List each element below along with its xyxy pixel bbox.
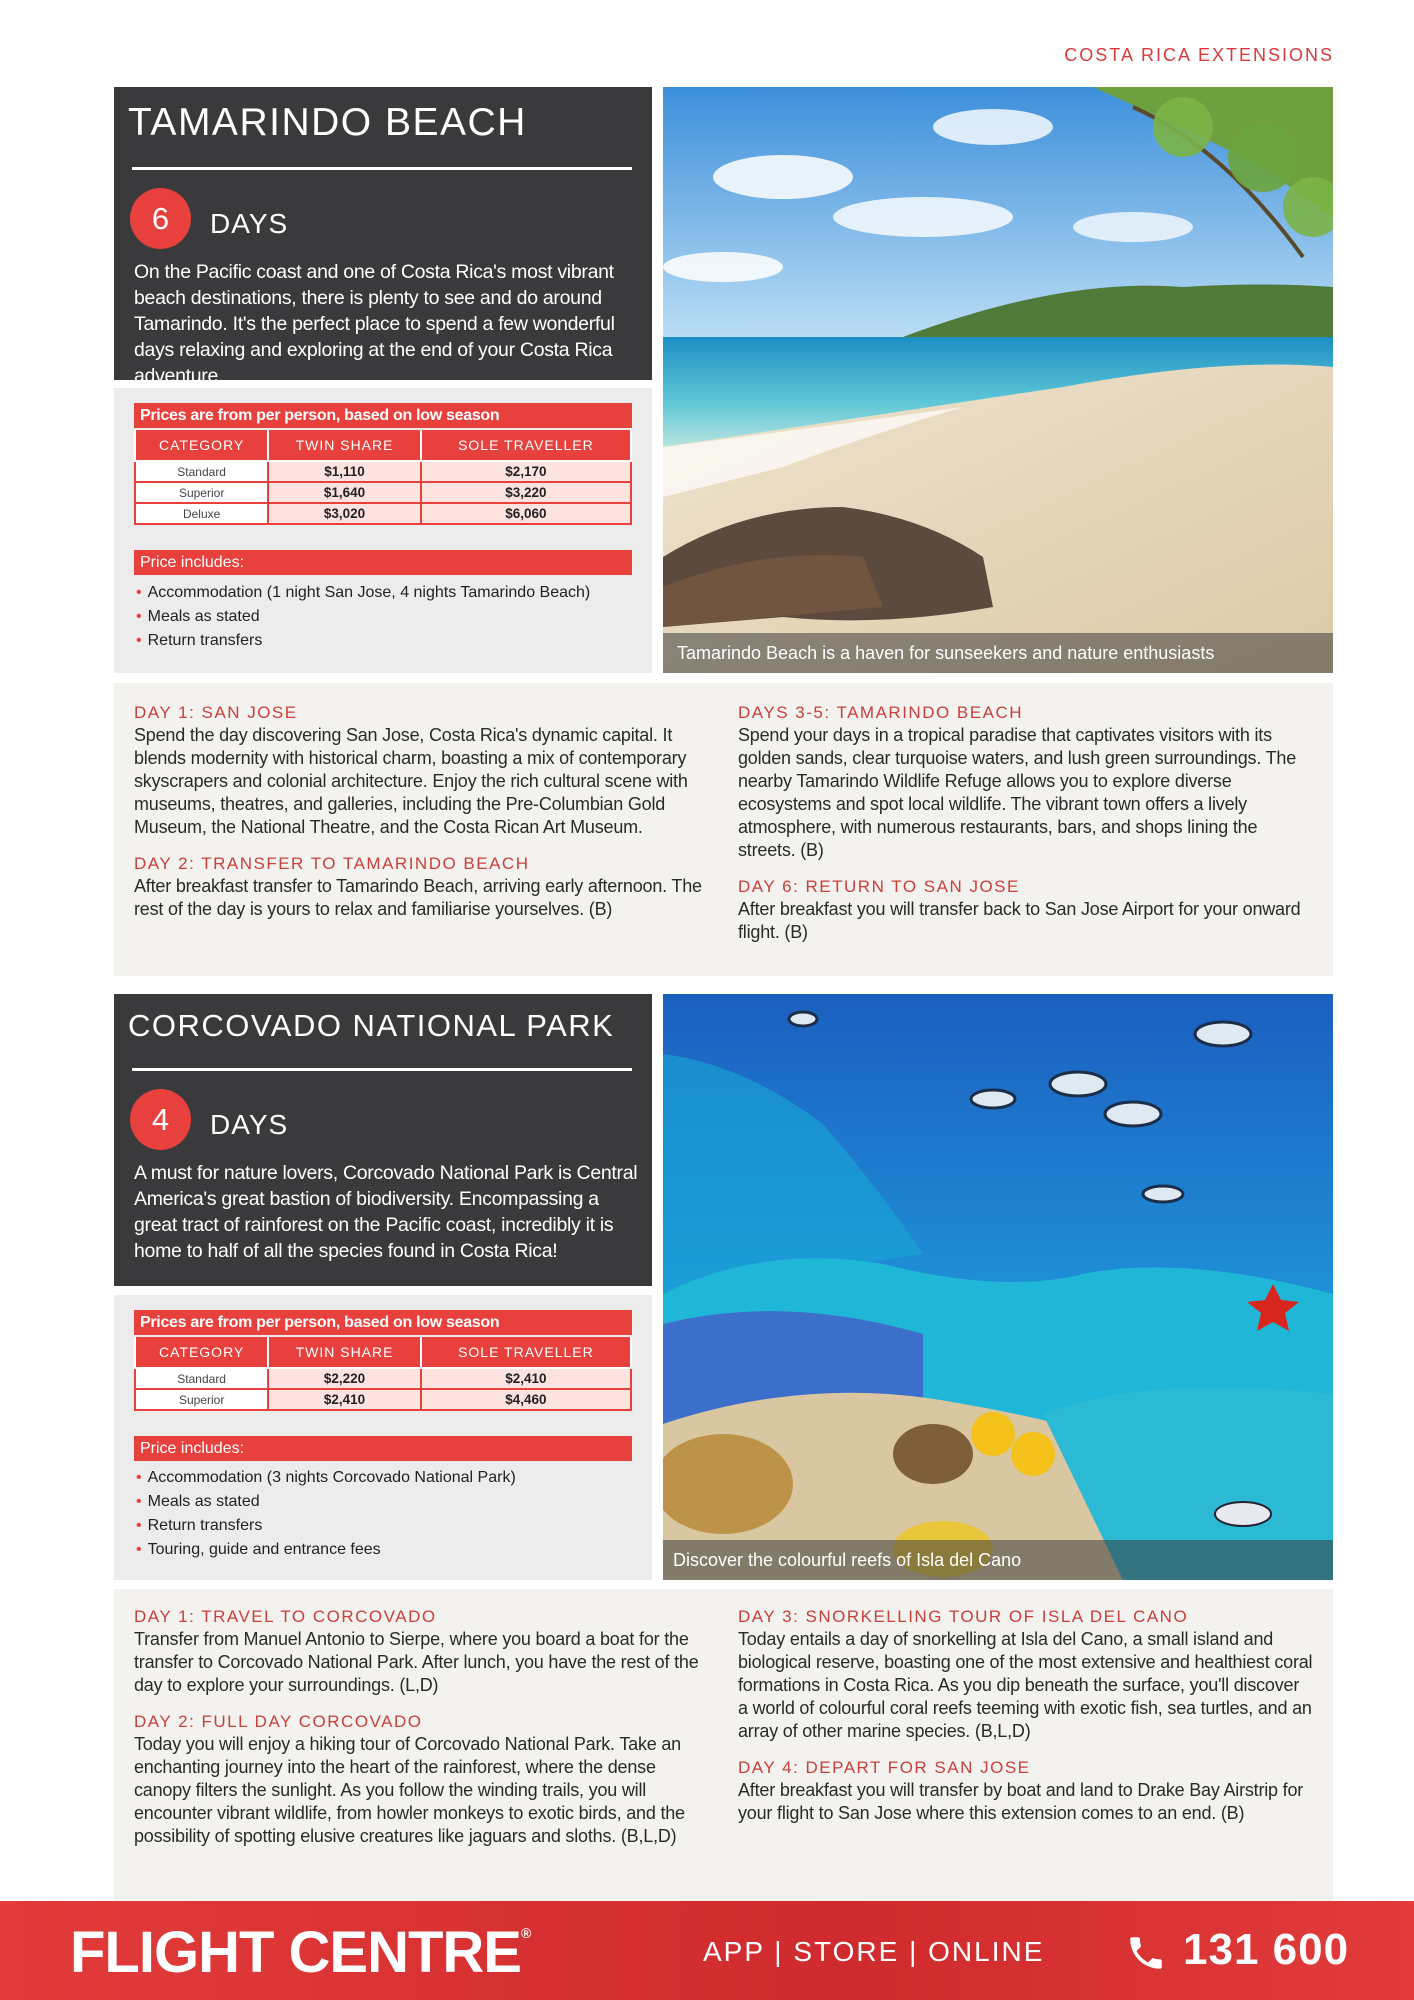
intro-text: On the Pacific coast and one of Costa Rica's most vibrant beach destinations, there is plenty to see and do around Tamarindo. It's the perfect place to spend a few wonderful days relaxing and exploring at the end of your Costa Rica adventure.: [134, 261, 615, 387]
column-header: TWIN SHARE: [268, 430, 421, 461]
tamarindo-itinerary: [114, 683, 1333, 976]
twin-share-cell: $1,640: [268, 482, 421, 503]
day-description: After breakfast you will transfer back to San Jose Airport for your onward flight. (B): [738, 899, 1301, 942]
title-divider: [132, 167, 632, 170]
column-header: CATEGORY: [135, 1337, 268, 1368]
tamarindo-pricing-panel: [114, 388, 652, 673]
day-description: Spend your days in a tropical paradise that captivates visitors with its golden sands, clear turquoise waters, and lush green surroundings. The nearby Tamarindo Wildlife Refuge allows you to explore diverse ecosystems and spot local wildlife. The vibrant town offers a lively atmosphere, with numerous restaurants, bars, and shops lining the streets. (B): [738, 725, 1297, 860]
days-label: DAYS: [210, 1108, 289, 1140]
day-description: Transfer from Manuel Antonio to Sierpe, where you board a boat for the transfer to Corcovado National Park. After lunch, you have the rest of the day to explore your surroundings. (L,D): [134, 1629, 699, 1695]
price-table: [134, 430, 632, 525]
days-count-badge: 6: [130, 188, 191, 249]
price-table-title: Prices are from per person, based on low season: [134, 403, 632, 428]
registered-mark: ®: [520, 1925, 531, 1941]
itinerary-column-right: [738, 702, 1313, 944]
list-item: • Return transfers: [136, 629, 590, 653]
day-description: Today you will enjoy a hiking tour of Corcovado National Park. Take an enchanting journey into the heart of the rainforest, where the dense canopy filters the sunlight. As you follow the winding trails, you will encounter vibrant wildlife, from howler monkeys to exotic birds, and the possibility of spotting elusive creatures like jaguars and sloths. (B,L,D): [134, 1734, 685, 1846]
reef-photo: [663, 994, 1333, 1580]
category-cell: Superior: [135, 1389, 268, 1410]
day-description: After breakfast you will transfer by boat and land to Drake Bay Airstrip for your flight to San Jose where this extension comes to an end. (B): [738, 1780, 1304, 1823]
column-header: CATEGORY: [135, 430, 268, 461]
intro-text: A must for nature lovers, Corcovado National Park is Central America's great bastion of biodiversity. Encompassing a great tract of rainforest on the Pacific coast, incredibly it is home to half of all the species found in Costa Rica!: [134, 1162, 638, 1262]
price-includes-title: Price includes:: [134, 1436, 632, 1461]
table-row: [135, 461, 631, 482]
list-item: • Return transfers: [136, 1514, 516, 1538]
day-heading: DAY 1: SAN JOSE: [134, 703, 298, 722]
day-heading: DAY 6: RETURN TO SAN JOSE: [738, 877, 1020, 896]
price-table: [134, 1337, 632, 1411]
table-row: [135, 482, 631, 503]
table-row: [135, 1389, 631, 1410]
day-heading: DAY 1: TRAVEL TO CORCOVADO: [134, 1607, 437, 1626]
section-title: CORCOVADO NATIONAL PARK: [128, 1008, 615, 1043]
twin-share-cell: $3,020: [268, 503, 421, 524]
twin-share-cell: $2,410: [268, 1389, 421, 1410]
day-heading: DAY 2: TRANSFER TO TAMARINDO BEACH: [134, 854, 530, 873]
price-table-header: [135, 430, 631, 461]
category-cell: Standard: [135, 1368, 268, 1389]
days-count-badge: 4: [130, 1089, 191, 1150]
title-divider: [132, 1068, 632, 1071]
list-item: • Touring, guide and entrance fees: [136, 1538, 516, 1562]
section-tag: COSTA RICA EXTENSIONS: [1064, 45, 1334, 65]
column-header: SOLE TRAVELLER: [421, 430, 631, 461]
days-label: DAYS: [210, 207, 289, 239]
list-item: • Accommodation (1 night San Jose, 4 nights Tamarindo Beach): [136, 581, 590, 605]
phone-icon: [1125, 1932, 1167, 1974]
column-header: SOLE TRAVELLER: [421, 1337, 631, 1368]
price-includes-title: Price includes:: [134, 550, 632, 575]
list-item: • Meals as stated: [136, 1490, 516, 1514]
sole-traveller-cell: $6,060: [421, 503, 631, 524]
day-heading: DAYS 3-5: TAMARINDO BEACH: [738, 703, 1023, 722]
duration-row: [130, 1089, 652, 1150]
table-row: [135, 503, 631, 524]
beach-photo: [663, 87, 1333, 673]
itinerary-column-left: [134, 1606, 714, 1848]
corcovado-itinerary: [114, 1589, 1333, 1901]
page-title: TAMARINDO BEACH: [128, 101, 527, 144]
photo-caption: Tamarindo Beach is a haven for sunseekers and nature enthusiasts: [663, 633, 1333, 673]
corcovado-header-panel: [114, 994, 652, 1286]
booking-channels: APP | STORE | ONLINE: [703, 1936, 1045, 1967]
sole-traveller-cell: $2,410: [421, 1368, 631, 1389]
price-includes-list: [136, 1466, 516, 1562]
footer-bar: [0, 1901, 1414, 2000]
day-description: After breakfast transfer to Tamarindo Beach, arriving early afternoon. The rest of the day is yours to relax and familiarise yourselves. (B): [134, 876, 702, 919]
twin-share-cell: $1,110: [268, 461, 421, 482]
day-heading: DAY 4: DEPART FOR SAN JOSE: [738, 1758, 1031, 1777]
brand-name: FLIGHT CENTRE: [70, 1920, 521, 1985]
category-cell: Superior: [135, 482, 268, 503]
price-table-title: Prices are from per person, based on low season: [134, 1310, 632, 1335]
beach-illustration: [663, 87, 1333, 673]
duration-row: [130, 188, 652, 249]
twin-share-cell: $2,220: [268, 1368, 421, 1389]
sole-traveller-cell: $4,460: [421, 1389, 631, 1410]
list-item: • Meals as stated: [136, 605, 590, 629]
table-row: [135, 1368, 631, 1389]
sole-traveller-cell: $3,220: [421, 482, 631, 503]
day-description: Today entails a day of snorkelling at Isla del Cano, a small island and biological reserve, boasting one of the most extensive and healthiest coral formations in Costa Rica. As you dip beneath the surface, you'll discover a world of colourful coral reefs teeming with exotic fish, sea turtles, and an array of other marine species. (B,L,D): [738, 1629, 1313, 1741]
price-includes-list: [136, 581, 590, 653]
phone-number[interactable]: 131 600: [1183, 1925, 1350, 1974]
brand-logo: [70, 1919, 530, 1986]
price-table-header: [135, 1337, 631, 1368]
column-header: TWIN SHARE: [268, 1337, 421, 1368]
reef-illustration: [663, 994, 1333, 1580]
tamarindo-header-panel: [114, 87, 652, 387]
itinerary-column-left: [134, 702, 714, 921]
day-heading: DAY 3: SNORKELLING TOUR OF ISLA DEL CANO: [738, 1607, 1189, 1626]
sole-traveller-cell: $2,170: [421, 461, 631, 482]
list-item: • Accommodation (3 nights Corcovado National Park): [136, 1466, 516, 1490]
category-cell: Deluxe: [135, 503, 268, 524]
photo-caption: Discover the colourful reefs of Isla del Cano: [663, 1540, 1333, 1580]
day-heading: DAY 2: FULL DAY CORCOVADO: [134, 1712, 423, 1731]
itinerary-column-right: [738, 1606, 1313, 1825]
day-description: Spend the day discovering San Jose, Costa Rica's dynamic capital. It blends modernity with historical charm, boasting a mix of contemporary skyscrapers and colonial architecture. Enjoy the rich cultural scene with museums, theatres, and galleries, including the Pre-Columbian Gold Museum, the National Theatre, and the Costa Rican Art Museum.: [134, 725, 688, 837]
category-cell: Standard: [135, 461, 268, 482]
corcovado-pricing-panel: [114, 1295, 652, 1580]
